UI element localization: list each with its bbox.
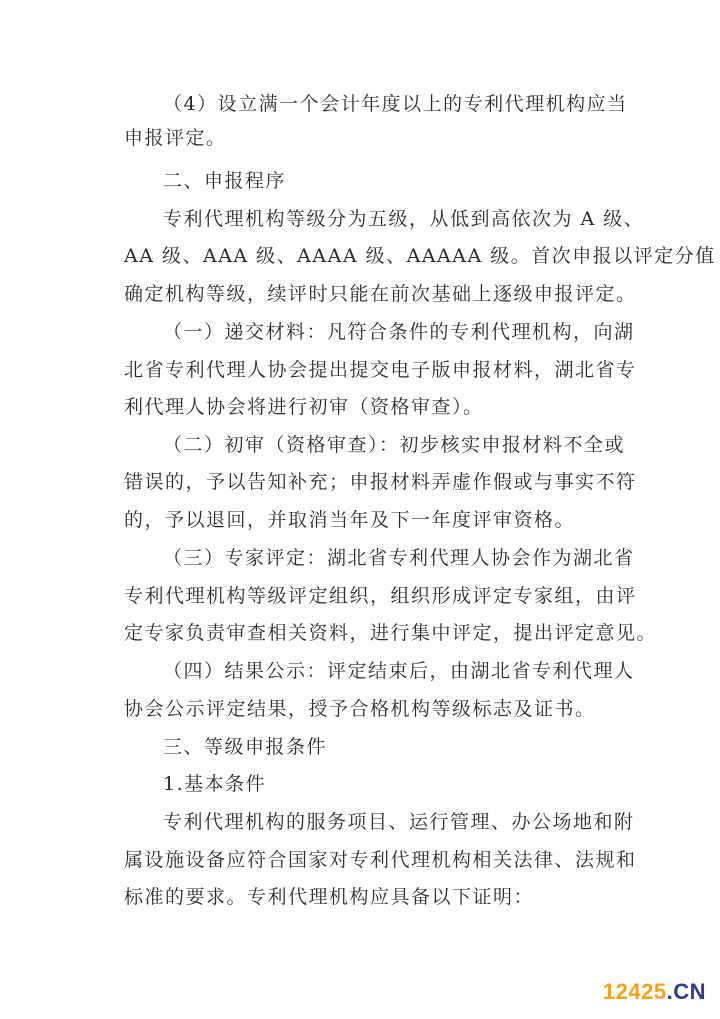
paragraph-line: （4）设立满一个会计年度以上的专利代理机构应当 [163, 93, 628, 115]
paragraph-line: AA 级、AAA 级、AAAA 级、AAAAA 级。首次申报以评定分值 [124, 245, 716, 267]
site-watermark [603, 979, 706, 1005]
paragraph-line: （三）专家评定：湖北省专利代理人协会作为湖北省 [163, 547, 635, 569]
paragraph-line: 专利代理机构的服务项目、运行管理、办公场地和附 [163, 811, 635, 833]
section-heading: 二、申报程序 [163, 170, 287, 192]
paragraph-line: 标准的要求。专利代理机构应具备以下证明： [124, 886, 535, 908]
watermark-domain: .CN [666, 979, 706, 1004]
paragraph-line: （四）结果公示：评定结束后，由湖北省专利代理人 [163, 660, 635, 682]
paragraph-line: 确定机构等级，续评时只能在前次基础上逐级申报评定。 [124, 283, 637, 305]
paragraph-line: 属设施设备应符合国家对专利代理机构相关法律、法规和 [124, 849, 637, 871]
section-heading: 三、等级申报条件 [163, 736, 328, 758]
paragraph-line: 协会公示评定结果，授予合格机构等级标志及证书。 [124, 698, 596, 720]
paragraph-line: （二）初审（资格审查）：初步核实申报材料不全或 [163, 434, 626, 456]
paragraph-line: 定专家负责审查相关资料，进行集中评定，提出评定意见。 [124, 622, 658, 644]
paragraph-line: 专利代理机构等级分为五级，从低到高依次为 A 级、 [163, 208, 645, 230]
paragraph-line: 申报评定。 [124, 127, 227, 149]
watermark-number: 12425 [602, 979, 667, 1004]
paragraph-line: 的，予以退回，并取消当年及下一年度评审资格。 [124, 509, 576, 531]
subsection-heading: 1.基本条件 [163, 773, 267, 795]
paragraph-line: 专利代理机构等级评定组织，组织形成评定专家组，由评 [124, 585, 637, 607]
paragraph-line: 错误的，予以告知补充；申报材料弄虚作假或与事实不符 [124, 471, 637, 493]
paragraph-line: 北省专利代理人协会提出提交电子版申报材料，湖北省专 [124, 359, 637, 381]
paragraph-line: （一）递交材料：凡符合条件的专利代理机构，向湖 [163, 321, 635, 343]
paragraph-line: 利代理人协会将进行初审（资格审查）。 [124, 396, 484, 418]
